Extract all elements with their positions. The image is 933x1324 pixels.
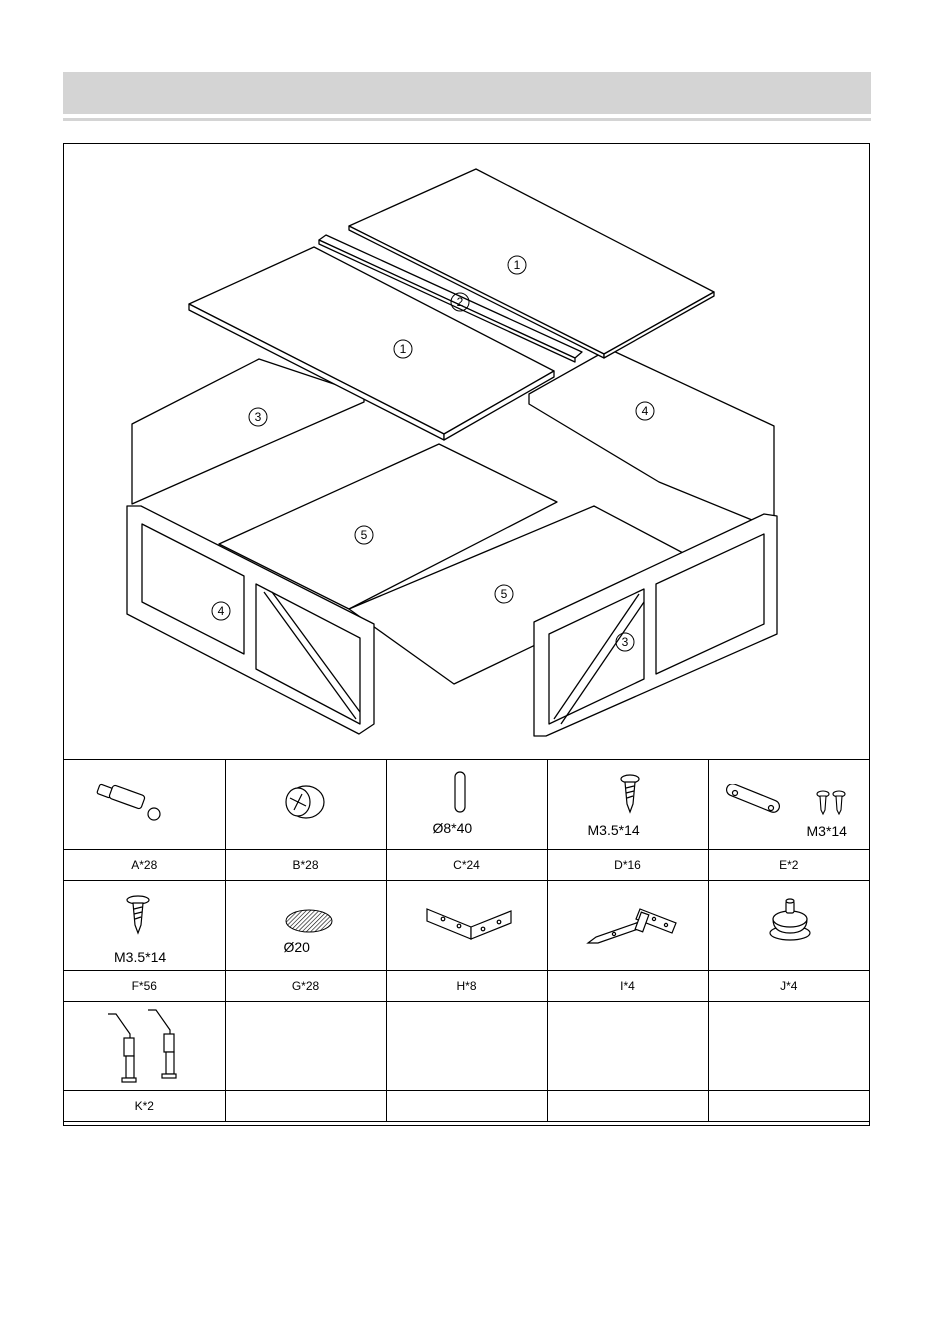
callout-5-far-text: 5 [360, 528, 368, 542]
part-k-cell [64, 1002, 225, 1091]
screw-icon [620, 774, 640, 814]
right-panel-4 [529, 349, 774, 529]
hardware-parts-table [64, 759, 869, 1122]
part-i-label: I*4 [547, 971, 708, 1002]
part-f-cell [64, 881, 225, 971]
part-g-cell [225, 881, 386, 971]
cover-cap-icon [284, 907, 334, 935]
part-h-label: H*8 [386, 971, 547, 1002]
part-b-label: B*28 [225, 850, 386, 881]
callout-4-left-text: 4 [217, 604, 225, 618]
part-k-label: K*2 [64, 1091, 225, 1122]
header-bar [63, 72, 871, 114]
callout-2-text: 2 [456, 295, 464, 309]
empty-cell [708, 1002, 869, 1091]
connector-plate-icon [723, 784, 783, 820]
callout-3-back-text: 3 [254, 410, 262, 424]
part-a-cell [64, 760, 225, 850]
callout-5-near-text: 5 [500, 587, 508, 601]
part-e-label: E*2 [708, 850, 869, 881]
part-d-label: D*16 [547, 850, 708, 881]
callout-4-right-text: 4 [641, 404, 649, 418]
cam-bolt-icon [92, 778, 172, 828]
screw-icon [126, 895, 150, 935]
empty-label [386, 1091, 547, 1122]
part-j-label: J*4 [708, 971, 869, 1002]
exploded-view-svg [64, 144, 869, 759]
callout-3-right-text: 3 [621, 635, 629, 649]
part-d-cell [547, 760, 708, 850]
part-d-spec: M3.5*14 [587, 822, 640, 838]
part-c-cell [386, 760, 547, 850]
wood-dowel-icon [453, 770, 467, 816]
t-hinge-icon [584, 903, 680, 949]
part-b-cell [225, 760, 386, 850]
part-j-cell [708, 881, 869, 971]
empty-cell [225, 1002, 386, 1091]
part-e-spec: M3*14 [806, 823, 847, 839]
lid-support-hinge-icon [102, 1008, 188, 1088]
empty-label [225, 1091, 386, 1122]
part-f-label: F*56 [64, 971, 225, 1002]
part-h-cell [386, 881, 547, 971]
empty-label [547, 1091, 708, 1122]
part-g-spec: Ø20 [283, 939, 310, 955]
cam-lock-icon [274, 778, 334, 828]
part-f-spec: M3.5*14 [114, 949, 167, 965]
part-a-label: A*28 [64, 850, 225, 881]
small-screws-icon [815, 790, 849, 816]
callout-1-top-text: 1 [513, 258, 521, 272]
parts-frame [63, 143, 870, 1126]
header-rule [63, 118, 871, 121]
part-e-cell [708, 760, 869, 850]
part-i-cell [547, 881, 708, 971]
corner-bracket-icon [423, 905, 515, 949]
empty-cell [386, 1002, 547, 1091]
part-c-label: C*24 [386, 850, 547, 881]
exploded-view-diagram [64, 144, 869, 759]
furniture-foot-icon [767, 893, 813, 943]
empty-cell [547, 1002, 708, 1091]
part-g-label: G*28 [225, 971, 386, 1002]
callout-1-left-text: 1 [399, 342, 407, 356]
empty-label [708, 1091, 869, 1122]
part-c-spec: Ø8*40 [432, 820, 473, 836]
